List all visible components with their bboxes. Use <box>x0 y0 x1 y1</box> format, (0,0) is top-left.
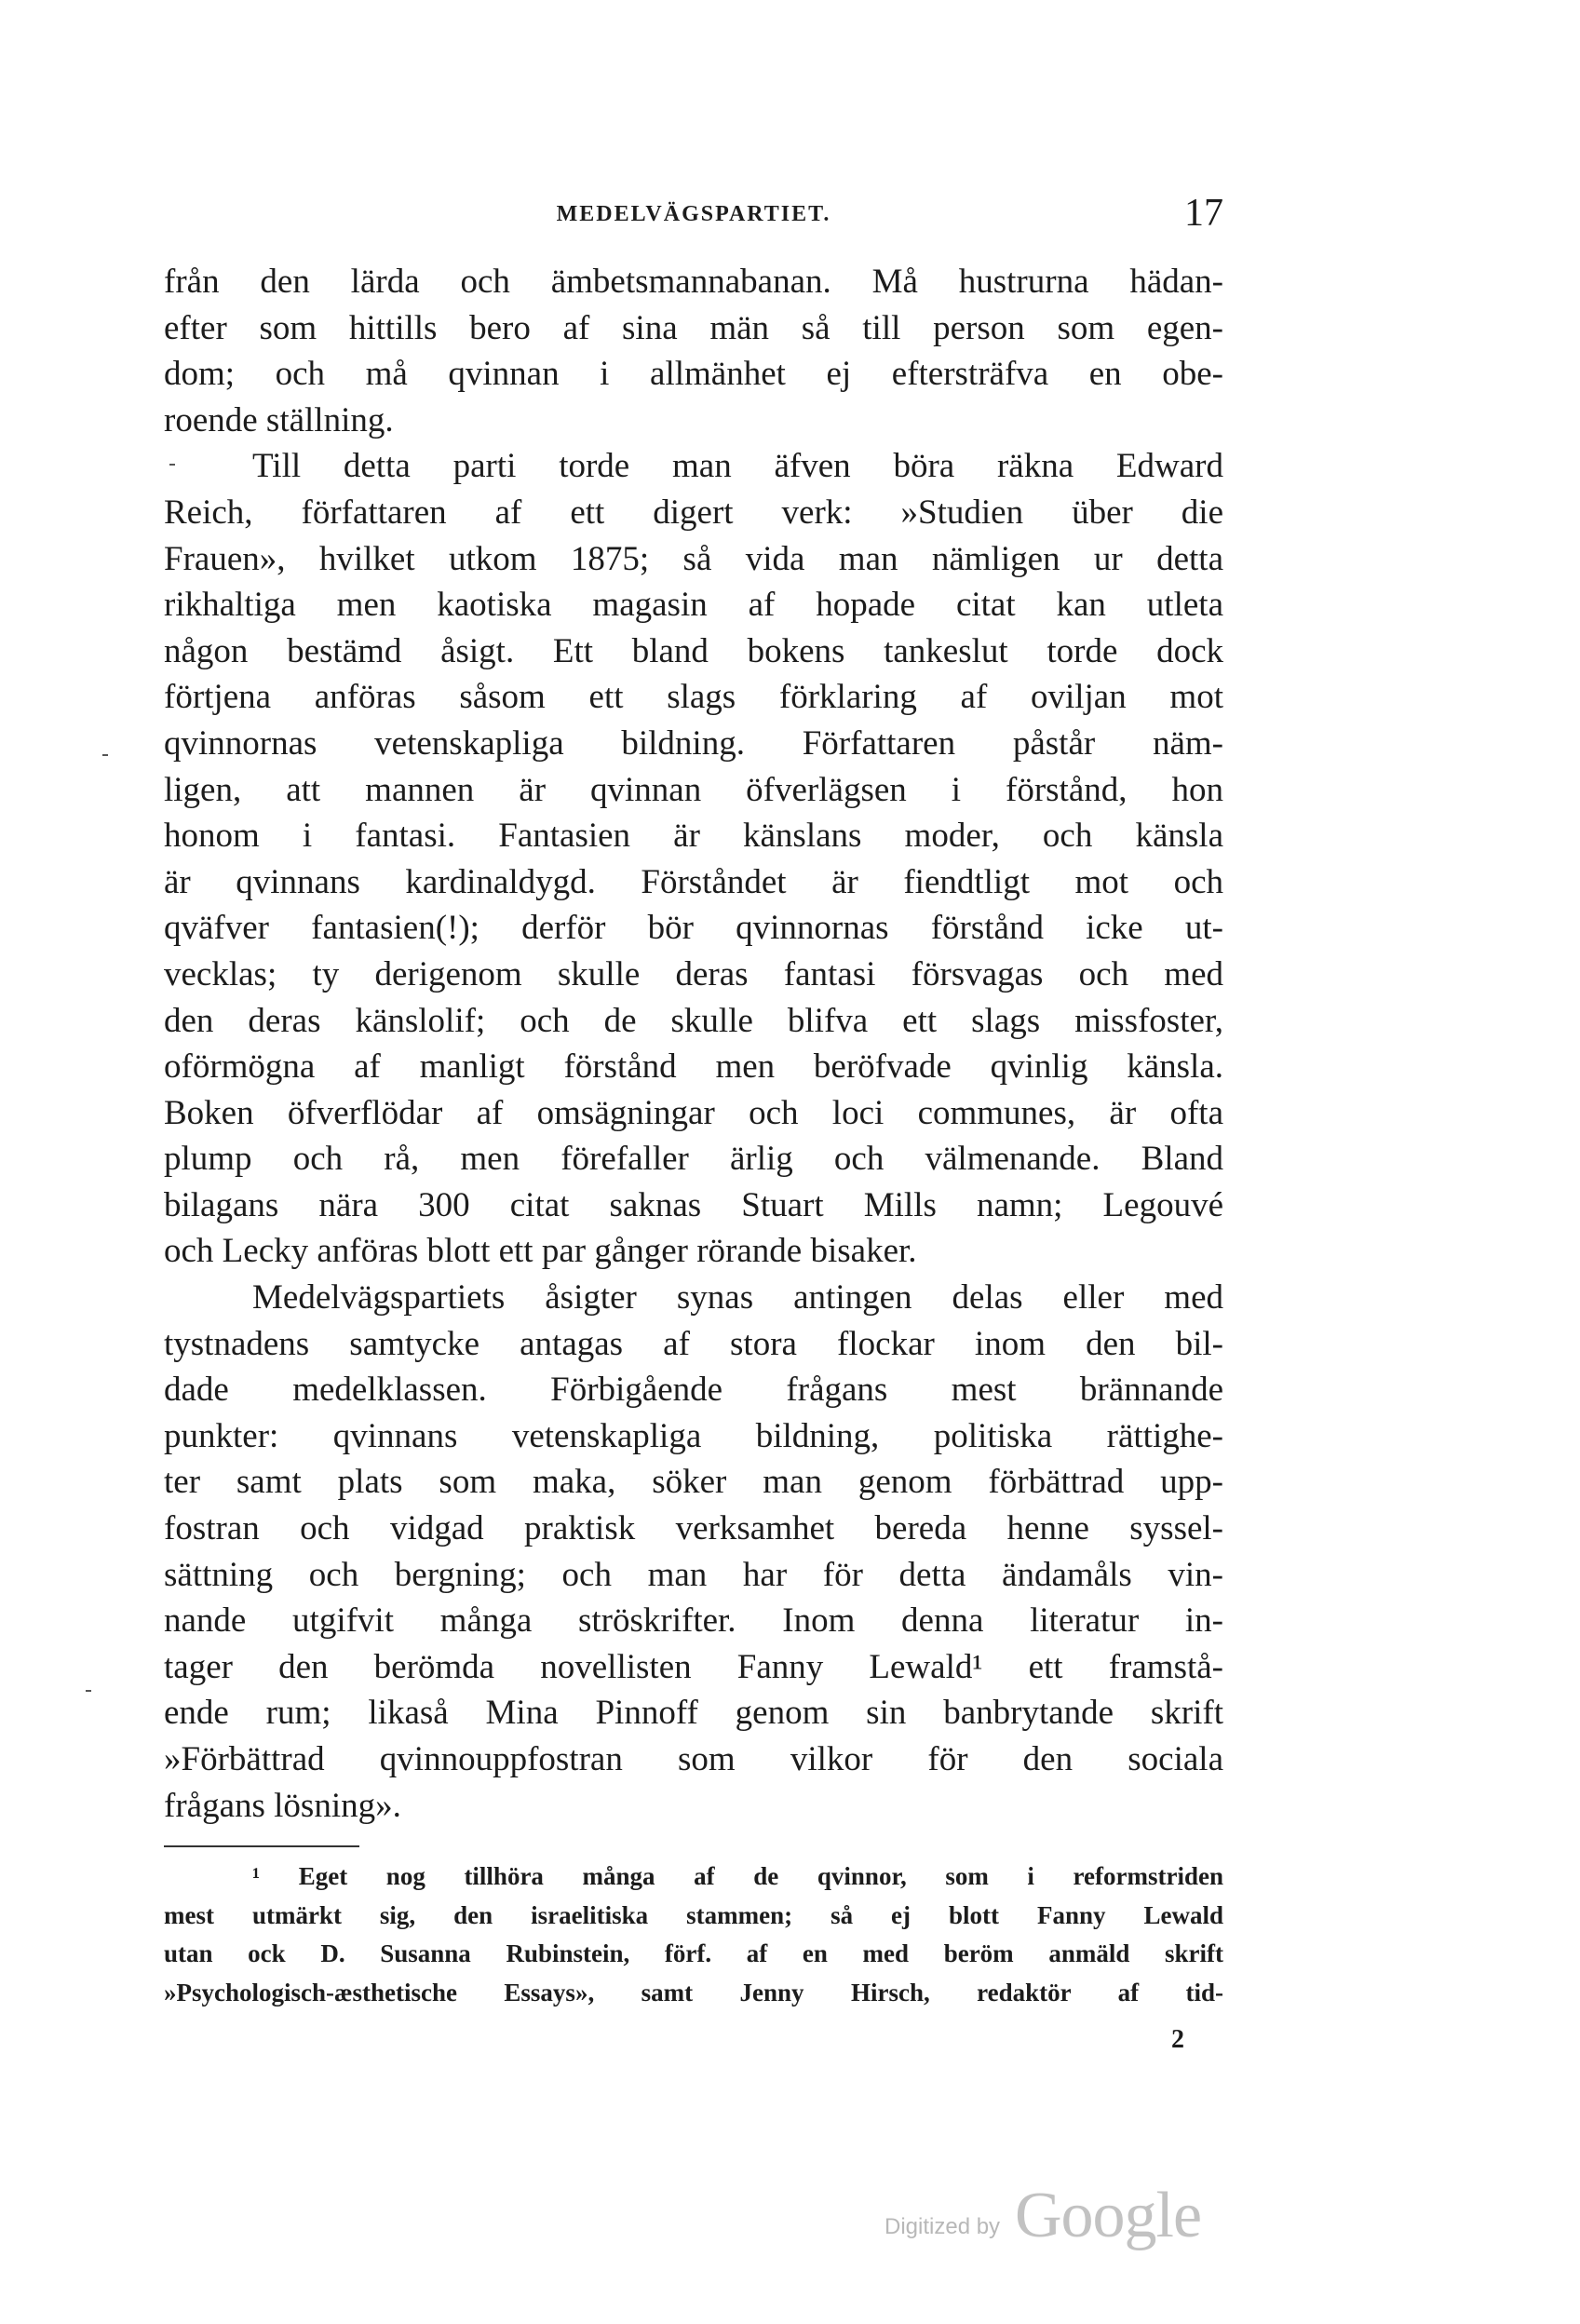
text-line: tystnadens samtycke antagas af stora flockar inom den bil- <box>164 1324 1223 1363</box>
text-line: dom; och må qvinnan i allmänhet ej eftersträfva en obe- <box>164 355 1223 394</box>
text-line: rikhaltiga men kaotiska magasin af hopade citat kan utleta <box>164 586 1223 625</box>
footnote-line: utan ock D. Susanna Rubinstein, förf. af en med beröm anmäld skrift <box>164 1939 1223 1967</box>
google-logo: Google <box>1015 2180 1202 2251</box>
text-line: den deras känslolif; och de skulle blifva ett slags missfoster, <box>164 1001 1223 1040</box>
text-line: vecklas; ty derigenom skulle deras fantasi försvagas och med <box>164 954 1223 993</box>
text-line: ende rum; likaså Mina Pinnoff genom sin banbrytande skrift <box>164 1694 1223 1733</box>
text-line: från den lärda och ämbetsmannabanan. Må hustrurna hädan- <box>164 263 1223 301</box>
text-line: bilagans nära 300 citat saknas Stuart Mills namn; Legouvé <box>164 1185 1223 1224</box>
text-line: någon bestämd åsigt. Ett bland bokens tankeslut torde dock <box>164 631 1223 670</box>
footnote-line: mest utmärkt sig, den israelitiska stammen; så ej blott Fanny Lewald <box>164 1900 1223 1929</box>
running-title: MEDELVÄGSPARTIET. <box>556 202 831 226</box>
text-line: ter samt plats som maka, söker man genom förbättrad upp- <box>164 1463 1223 1502</box>
text-line: efter som hittills bero af sina män så till person som egen- <box>164 308 1223 347</box>
text-line: ligen, att mannen är qvinnan öfverlägsen i förstånd, hon <box>164 770 1223 809</box>
text-line: oförmögna af manligt förstånd men beröfvade qvinlig känsla. <box>164 1047 1223 1087</box>
digitization-watermark <box>885 2179 1257 2253</box>
page-number: 17 <box>1184 192 1223 235</box>
margin-speck <box>86 1690 91 1692</box>
body-text <box>164 259 1223 1829</box>
text-line: frågans lösning». <box>164 1786 401 1825</box>
text-line: nande utgifvit många ströskrifter. Inom denna literatur in- <box>164 1601 1223 1641</box>
text-line: qvinnornas vetenskapliga bildning. Författaren påstår näm- <box>164 723 1223 763</box>
text-line: är qvinnans kardinaldygd. Förståndet är fiendtligt mot och <box>164 862 1223 901</box>
footnote-divider <box>164 1845 359 1847</box>
text-line: förtjena anföras såsom ett slags förklaring af oviljan mot <box>164 678 1223 717</box>
text-line: och Lecky anföras blott ett par gånger rörande bisaker. <box>164 1232 917 1271</box>
text-line: Medelvägspartiets åsigter synas antingen delas eller med <box>252 1278 1223 1317</box>
page-header <box>164 191 1223 247</box>
text-line: Boken öfverflödar af omsägningar och loci communes, är ofta <box>164 1093 1223 1132</box>
signature-mark: 2 <box>1171 2025 1184 2054</box>
footnote-line: ¹ Eget nog tillhöra många af de qvinnor, som i reformstriden <box>252 1862 1223 1890</box>
text-line: dade medelklassen. Förbigående frågans mest brännande <box>164 1371 1223 1410</box>
text-line: sättning och bergning; och man har för detta ändamåls vin- <box>164 1555 1223 1594</box>
watermark-prefix: Digitized by <box>885 2214 1001 2239</box>
margin-speck <box>102 754 108 756</box>
text-line: roende ställning. <box>164 400 394 439</box>
footnotes <box>164 1858 1223 2012</box>
text-line: fostran och vidgad praktisk verksamhet bereda henne syssel- <box>164 1509 1223 1548</box>
text-line: qväfver fantasien(!); derför bör qvinnornas förstånd icke ut- <box>164 909 1223 948</box>
text-line: Till detta parti torde man äfven böra räkna Edward <box>252 447 1223 486</box>
text-line: honom i fantasi. Fantasien är känslans moder, och känsla <box>164 817 1223 856</box>
text-line: Frauen», hvilket utkom 1875; så vida man nämligen ur detta <box>164 539 1223 578</box>
text-line: Reich, författaren af ett digert verk: »Studien über die <box>164 493 1223 532</box>
text-line: tager den berömda novellisten Fanny Lewald¹ ett framstå- <box>164 1647 1223 1686</box>
text-line: plump och rå, men förefaller ärlig och välmenande. Bland <box>164 1140 1223 1179</box>
footnote-line: »Psychologisch-æsthetische Essays», samt Jenny Hirsch, redaktör af tid- <box>164 1978 1223 2006</box>
text-line: »Förbättrad qvinnouppfostran som vilkor för den sociala <box>164 1740 1223 1778</box>
text-line: punkter: qvinnans vetenskapliga bildning, politiska rättighe- <box>164 1416 1223 1455</box>
margin-speck <box>169 464 175 466</box>
